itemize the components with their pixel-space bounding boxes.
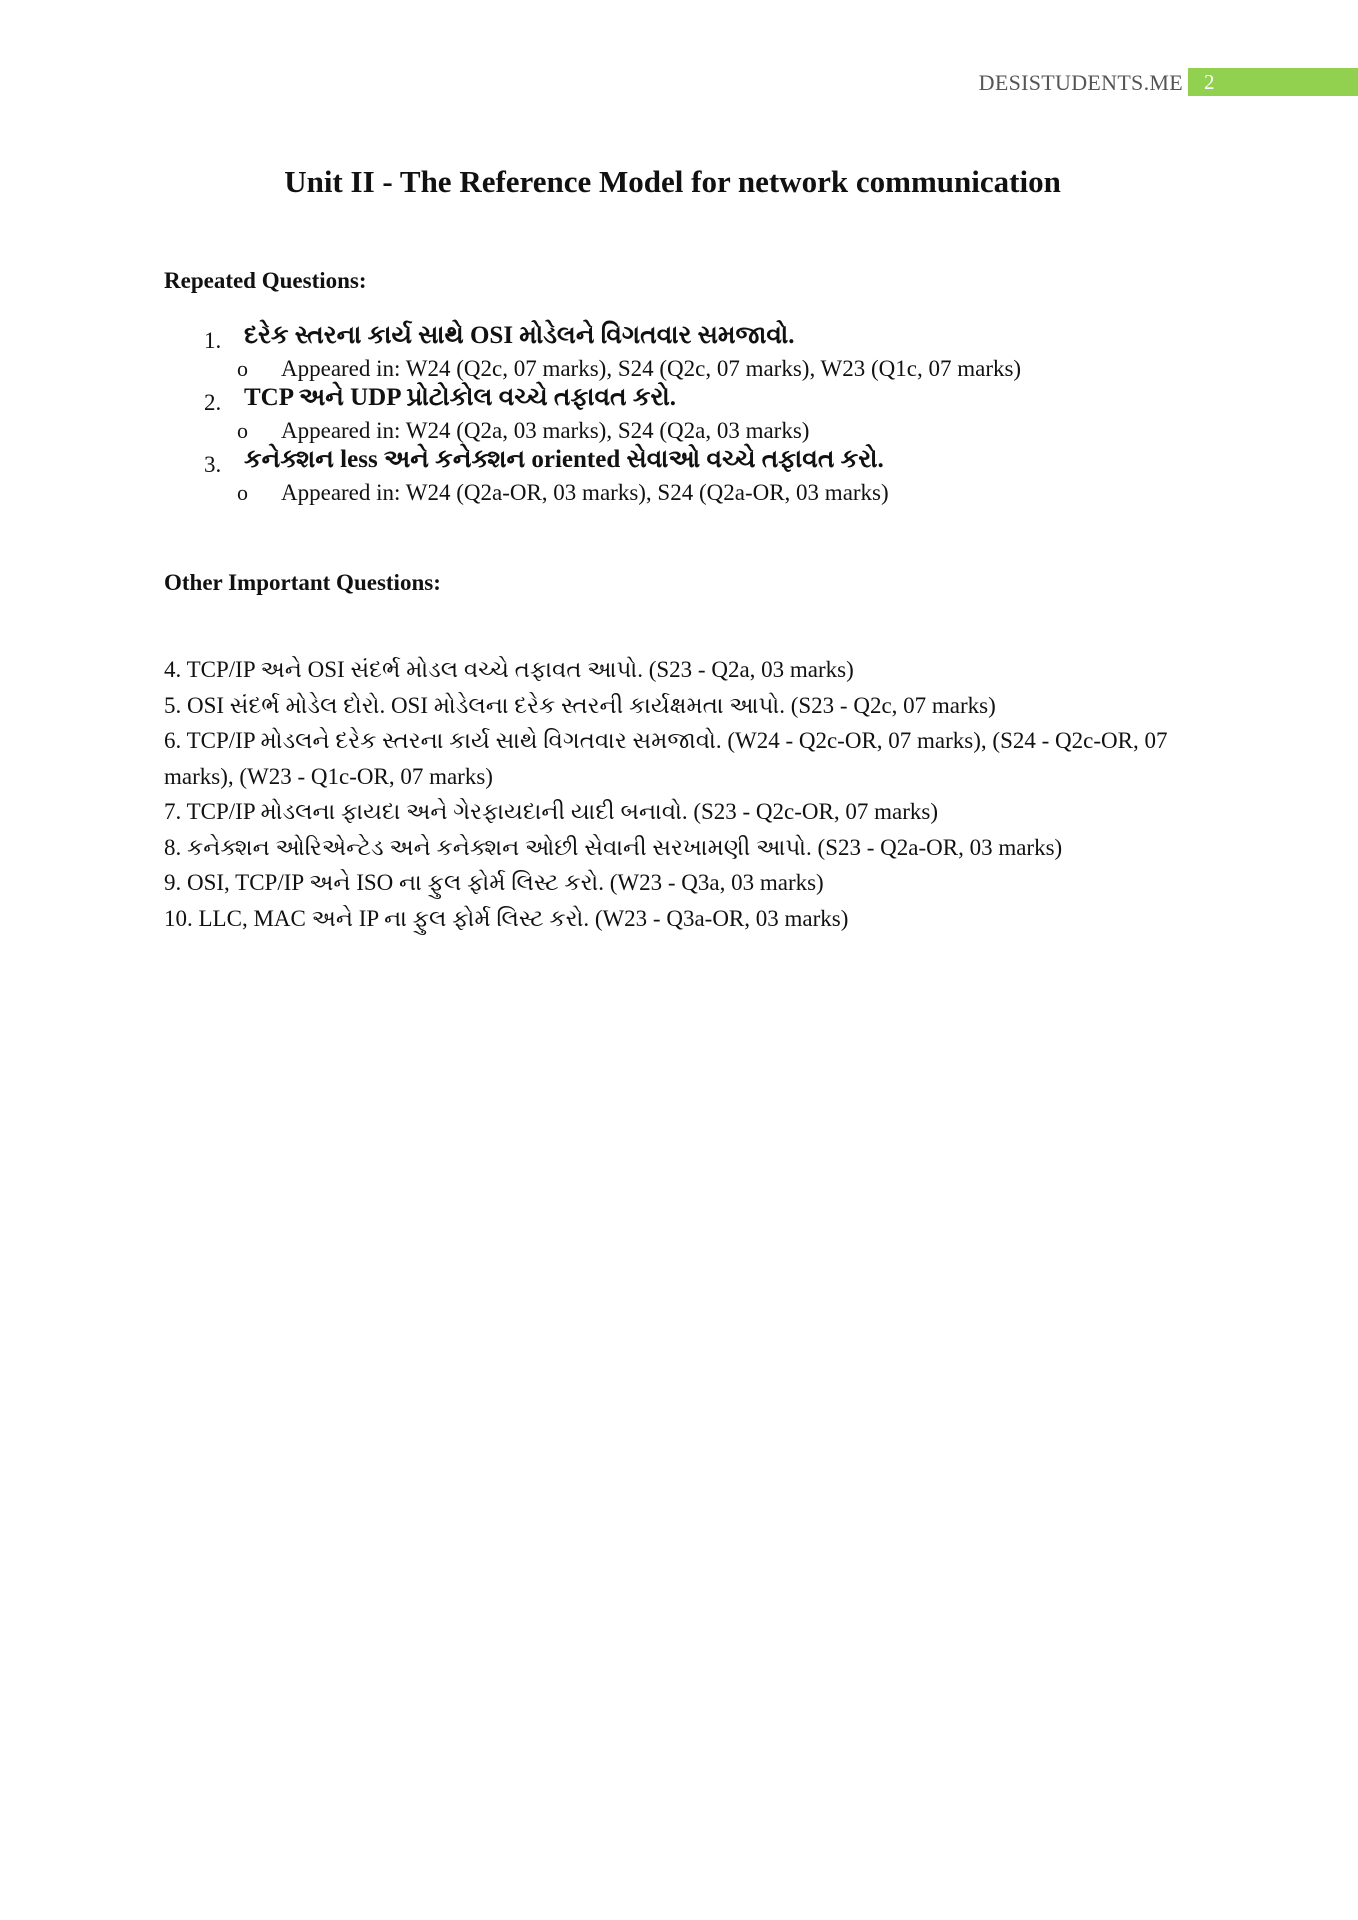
page-header: [0, 68, 1358, 98]
list-item: 5. OSI સંદર્ભ મોડેલ દોરો. OSI મોડેલના દરેક સ્તરની કાર્યક્ષમતા આપો. (S23 - Q2c, 07 marks): [164, 692, 996, 718]
appeared-in: [237, 418, 810, 444]
repeated-questions-list: [164, 322, 1264, 508]
list-item: [164, 384, 1264, 446]
list-item: [164, 446, 1264, 508]
bullet-icon: o: [237, 480, 248, 505]
question-text: દરેક સ્તરના કાર્ય સાથે OSI મોડેલને વિગતવાર સમજાવો.: [244, 322, 795, 349]
list-item: 8. કનેક્શન ઓરિએન્ટેડ અને કનેક્શન ઓછી સેવાની સરખામણી આપો. (S23 - Q2a-OR, 03 marks): [164, 834, 1063, 860]
list-item: [164, 322, 1264, 384]
list-item: 6. TCP/IP મોડલને દરેક સ્તરના કાર્ય સાથે વિગતવાર સમજાવો. (W24 - Q2c-OR, 07 marks), (S24 - Q2c-OR, 07 marks), (W23 - Q1c-OR, 07 marks): [164, 728, 1168, 789]
site-name: DESISTUDENTS.ME: [978, 70, 1183, 95]
question-text: TCP અને UDP પ્રોટોકોલ વચ્ચે તફાવત કરો.: [244, 384, 676, 411]
other-questions-list: [164, 652, 1204, 936]
list-item: 4. TCP/IP અને OSI સંદર્ભ મોડલ વચ્ચે તફાવત આપો. (S23 - Q2a, 03 marks): [164, 657, 854, 682]
page-number-badge: 2: [1188, 68, 1358, 96]
other-questions-heading: Other Important Questions:: [164, 570, 441, 595]
appeared-in: [237, 480, 889, 506]
item-number: 3.: [204, 452, 222, 477]
item-number: 2.: [204, 390, 222, 415]
appeared-in-text: Appeared in: W24 (Q2a-OR, 03 marks), S24 (Q2a-OR, 03 marks): [281, 480, 889, 505]
repeated-questions-heading: Repeated Questions:: [164, 268, 367, 293]
list-item: 9. OSI, TCP/IP અને ISO ના ફુલ ફોર્મ લિસ્ટ કરો. (W23 - Q3a, 03 marks): [164, 870, 824, 895]
item-number: 1.: [204, 328, 222, 353]
appeared-in-text: Appeared in: W24 (Q2a, 03 marks), S24 (Q2a, 03 marks): [281, 418, 810, 443]
unit-title: Unit II - The Reference Model for network communication: [284, 164, 1061, 199]
bullet-icon: o: [237, 356, 248, 381]
appeared-in-text: Appeared in: W24 (Q2c, 07 marks), S24 (Q2c, 07 marks), W23 (Q1c, 07 marks): [281, 356, 1022, 381]
bullet-icon: o: [237, 418, 248, 443]
appeared-in: [237, 356, 1022, 382]
list-item: 7. TCP/IP મોડલના ફાયદા અને ગેરફાયદાની યાદી બનાવો. (S23 - Q2c-OR, 07 marks): [164, 799, 938, 824]
question-text: કનેક્શન less અને કનેક્શન oriented સેવાઓ વચ્ચે તફાવત કરો.: [244, 446, 884, 473]
list-item: 10. LLC, MAC અને IP ના ફુલ ફોર્મ લિસ્ટ કરો. (W23 - Q3a-OR, 03 marks): [164, 905, 849, 931]
